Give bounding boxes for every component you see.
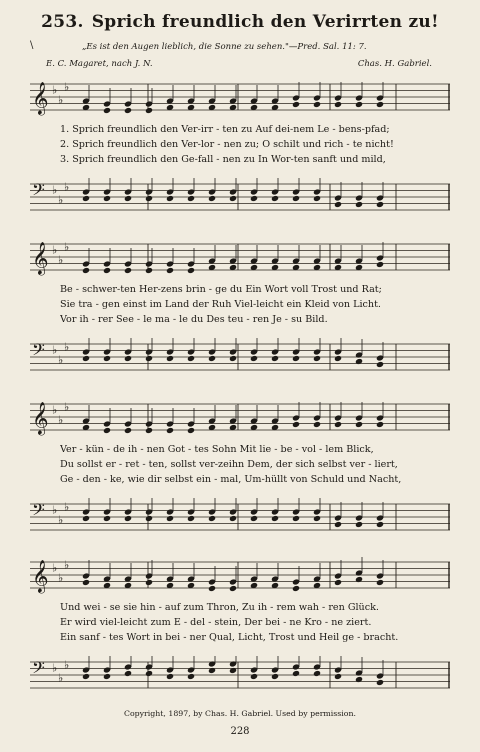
note-head [82,355,90,362]
note-head [82,515,90,522]
note-head [103,673,111,680]
lyric-line-verse-3: Vor ih - rer See - le ma - le du Des teu - ren Je - su Bild. [60,314,328,325]
bass-clef-icon: 𝄢 [32,657,45,682]
bass-clef-icon: 𝄢 [32,499,45,524]
flat-sign-icon: ♭ [58,253,64,267]
hymn-title: Sprich freundlich den Verirrten zu! [91,12,439,32]
bass-clef-icon: 𝄢 [32,179,45,204]
note-head [82,195,90,202]
note-head [313,101,321,108]
note-head [250,515,258,522]
treble-clef-icon: 𝄞 [32,81,49,115]
note-head [145,670,153,677]
note-head [82,267,90,274]
note-head [82,673,90,680]
lyric-line-verse-1: Ver - kün - de ih - nen Got - tes Sohn Mit lie - be - vol - lem Blick, [60,444,374,455]
flat-sign-icon: ♭ [52,183,58,197]
note-head [376,101,384,108]
hymn-number: 253. [41,12,84,32]
note-head [292,421,300,428]
bass-staff [30,498,450,538]
note-head [208,515,216,522]
treble-staff [30,556,450,596]
note-head [355,358,363,365]
note-head [313,515,321,522]
note-head [250,355,258,362]
note-head [292,585,300,592]
note-head [271,195,279,202]
note-head [208,195,216,202]
scripture-quote: „Es ist den Augen lieblich, die Sonne zu sehen."—Pred. Sal. 11: 7. [82,42,367,52]
note-head [103,355,111,362]
note-head [229,585,237,592]
note-head [376,421,384,428]
note-head [334,673,342,680]
note-head [334,521,342,528]
treble-staff [30,78,450,118]
treble-staff [30,398,450,438]
flat-sign-icon: ♭ [52,503,58,517]
note-head [229,515,237,522]
note-head [166,355,174,362]
note-head [145,515,153,522]
lyrics-block [60,600,480,645]
note-head [313,195,321,202]
lyric-line-verse-1: Be - schwer-ten Her-zens brin - ge du Ein Wort voll Trost und Rat; [60,284,382,295]
lyric-line-verse-2: Sie tra - gen einst im Land der Ruh Viel-leicht ein Kleid von Licht. [60,299,381,310]
note-head [271,673,279,680]
note-head [103,107,111,114]
note-head [124,355,132,362]
flat-sign-icon: ♭ [52,343,58,357]
flat-sign-icon: ♭ [58,671,64,685]
note-head [166,267,174,274]
note-head [229,667,237,674]
note-head [334,355,342,362]
flat-sign-icon: ♭ [58,353,64,367]
note-head [208,355,216,362]
hymn-title-line [0,12,480,32]
note-head [355,576,363,583]
flat-sign-icon: ♭ [58,571,64,585]
note-head [145,107,153,114]
note-head [292,515,300,522]
note-head [292,101,300,108]
flat-sign-icon: ♭ [58,193,64,207]
note-head [103,195,111,202]
note-head [166,195,174,202]
note-head [187,195,195,202]
note-head [166,673,174,680]
flat-sign-icon: ♭ [64,180,70,194]
treble-clef-icon: 𝄞 [32,241,49,275]
note-head [145,579,153,586]
decorative-tick: \ [30,40,34,51]
bass-staff [30,178,450,218]
note-head [292,355,300,362]
copyright-notice: Copyright, 1897, by Chas. H. Gabriel. Used by permission. [124,709,356,718]
flat-sign-icon: ♭ [64,558,70,572]
flat-sign-icon: ♭ [64,240,70,254]
lyricist-credit: E. C. Magaret, nach J. N. [46,59,153,69]
lyric-line-verse-2: Du sollst er - ret - ten, sollst ver-zeihn Dem, der sich selbst ver - liert, [60,459,398,470]
flat-sign-icon: ♭ [52,243,58,257]
page-number: 228 [230,726,250,737]
flat-sign-icon: ♭ [64,80,70,94]
flat-sign-icon: ♭ [64,340,70,354]
flat-sign-icon: ♭ [64,658,70,672]
note-head [124,515,132,522]
note-head [187,427,195,434]
note-head [292,195,300,202]
note-head [145,427,153,434]
lyrics-block [60,122,480,167]
note-head [229,195,237,202]
note-head [124,195,132,202]
note-head [376,521,384,528]
note-head [250,673,258,680]
lyric-line-verse-1: Und wei - se sie hin - auf zum Thron, Zu ih - rem wah - ren Glück. [60,602,379,613]
note-head [376,579,384,586]
flat-sign-icon: ♭ [58,93,64,107]
note-head [187,267,195,274]
note-head [250,195,258,202]
note-head [355,421,363,428]
flat-sign-icon: ♭ [64,400,70,414]
note-head [103,515,111,522]
note-head [124,427,132,434]
note-head [376,679,384,686]
note-head [355,521,363,528]
lyric-line-verse-3: 3. Sprich freundlich den Ge-fall - nen zu In Wor-ten sanft und mild, [60,154,386,165]
lyrics-block [60,442,480,487]
note-head [271,515,279,522]
note-head [313,421,321,428]
note-head [103,427,111,434]
note-head [82,579,90,586]
flat-sign-icon: ♭ [52,661,58,675]
note-head [124,107,132,114]
flat-sign-icon: ♭ [58,413,64,427]
flat-sign-icon: ♭ [64,500,70,514]
note-head [376,261,384,268]
note-head [355,676,363,683]
note-head [145,267,153,274]
flat-sign-icon: ♭ [52,83,58,97]
lyrics-block [60,282,480,327]
composer-credit: Chas. H. Gabriel. [357,59,432,69]
note-head [376,201,384,208]
note-head [229,355,237,362]
treble-clef-icon: 𝄞 [32,559,49,593]
note-head [355,101,363,108]
note-head [271,355,279,362]
note-head [124,670,132,677]
note-head [187,673,195,680]
note-head [313,670,321,677]
note-head [334,421,342,428]
bass-staff [30,338,450,378]
lyric-line-verse-2: 2. Sprich freundlich den Ver-lor - nen zu; O schilt und rich - te nicht! [60,139,394,150]
note-head [187,515,195,522]
note-head [166,515,174,522]
lyric-line-verse-1: 1. Sprich freundlich den Ver-irr - ten zu Auf dei-nem Le - bens-pfad; [60,124,390,135]
treble-clef-icon: 𝄞 [32,401,49,435]
bass-clef-icon: 𝄢 [32,339,45,364]
note-head [292,670,300,677]
note-head [355,201,363,208]
flat-sign-icon: ♭ [52,403,58,417]
note-head [145,195,153,202]
note-head [334,201,342,208]
note-head [166,427,174,434]
note-head [376,361,384,368]
flat-sign-icon: ♭ [52,561,58,575]
note-head [208,667,216,674]
note-head [313,355,321,362]
treble-staff [30,238,450,278]
note-head [124,267,132,274]
lyric-line-verse-3: Ein sanf - tes Wort in bei - ner Qual, Licht, Trost und Heil ge - bracht. [60,632,399,643]
note-head [145,355,153,362]
note-head [208,585,216,592]
note-head [187,355,195,362]
lyric-line-verse-2: Er wird viel-leicht zum E - del - stein, Der bei - ne Kro - ne ziert. [60,617,372,628]
flat-sign-icon: ♭ [58,513,64,527]
note-head [103,267,111,274]
note-head [334,101,342,108]
bass-staff [30,656,450,696]
note-head [334,579,342,586]
lyric-line-verse-3: Ge - den - ke, wie dir selbst ein - mal, Um-hüllt von Schuld und Nacht, [60,474,402,485]
